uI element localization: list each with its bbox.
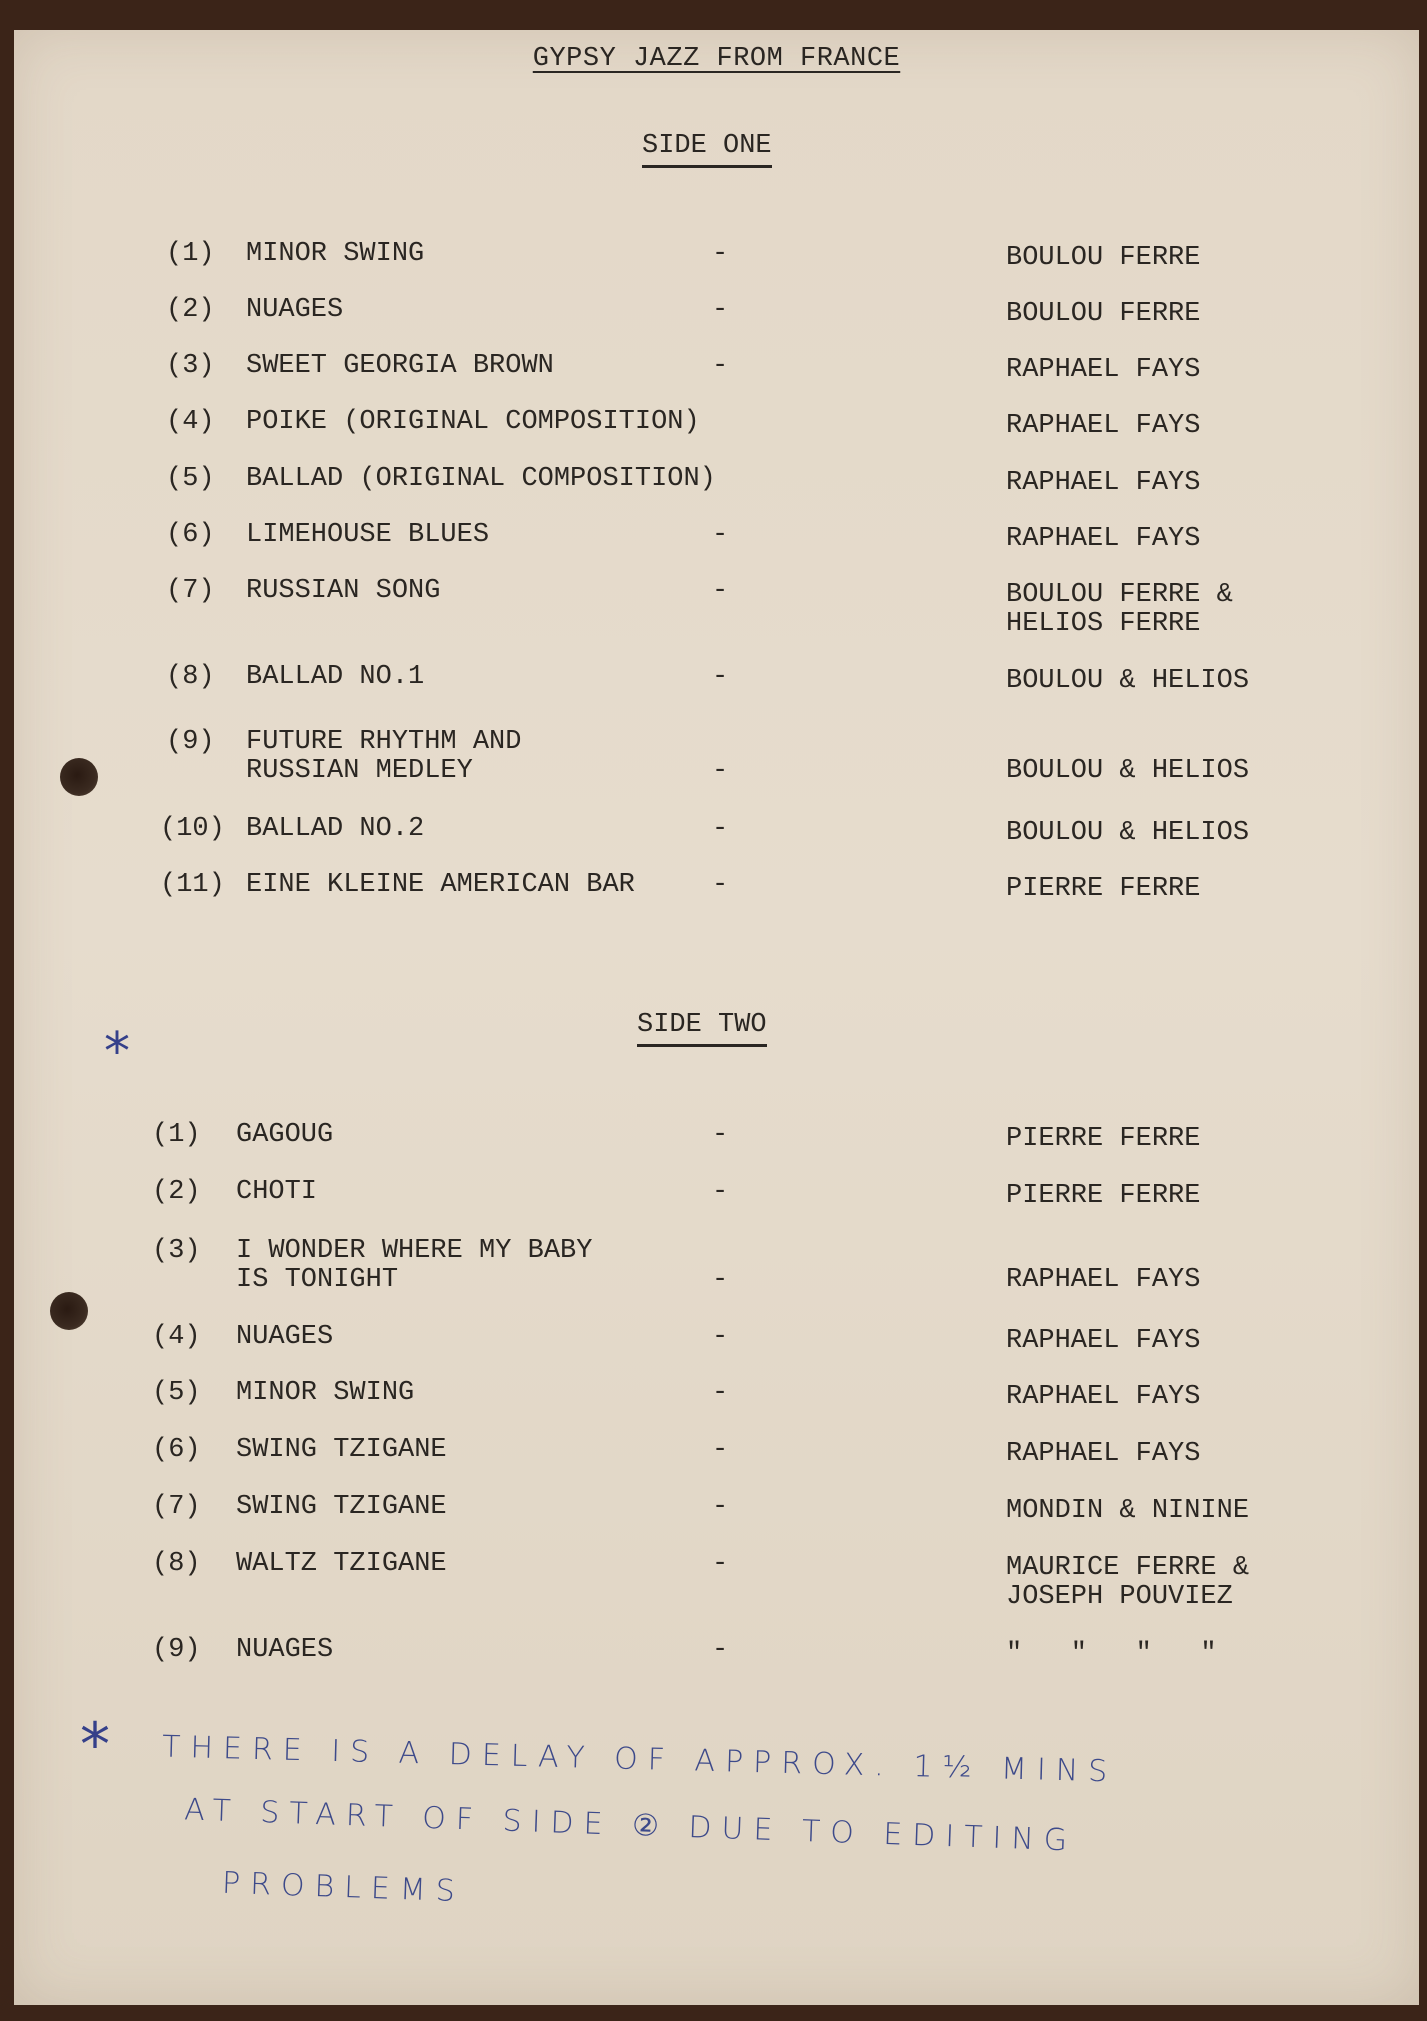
track-number: (8)	[152, 1549, 201, 1579]
track-title: MINOR SWING	[246, 239, 425, 269]
track-artist: BOULOU FERRE	[1006, 299, 1201, 329]
track-artist: RAPHAEL FAYS	[1006, 1265, 1201, 1295]
track-title: GAGOUG	[236, 1120, 334, 1150]
track-artist: RAPHAEL FAYS	[1006, 355, 1201, 385]
track-artist: PIERRE FERRE	[1006, 874, 1201, 904]
track-artist: RAPHAEL FAYS	[1006, 411, 1201, 441]
track-title: LIMEHOUSE BLUES	[246, 520, 490, 550]
track-dash: -	[712, 351, 729, 381]
track-dash: -	[712, 520, 729, 550]
track-dash: -	[712, 756, 729, 786]
asterisk-mark: *	[104, 1022, 130, 1082]
track-title: IS TONIGHT	[236, 1265, 399, 1295]
track-title: SWING TZIGANE	[236, 1492, 447, 1522]
track-title: FUTURE RHYTHM AND	[246, 727, 522, 757]
track-artist: MAURICE FERRE &	[1006, 1553, 1250, 1583]
typed-sheet	[14, 30, 1419, 2005]
track-title: POIKE (ORIGINAL COMPOSITION)	[246, 407, 700, 437]
track-artist: BOULOU FERRE &	[1006, 580, 1233, 610]
track-dash: -	[712, 1492, 729, 1522]
track-artist: PIERRE FERRE	[1006, 1124, 1201, 1154]
track-dash: -	[712, 295, 729, 325]
side-one-heading: SIDE ONE	[642, 131, 772, 161]
track-dash: -	[712, 1635, 729, 1665]
track-title: RUSSIAN MEDLEY	[246, 756, 473, 786]
track-artist: BOULOU FERRE	[1006, 243, 1201, 273]
track-title: NUAGES	[236, 1635, 334, 1665]
track-title: CHOTI	[236, 1177, 318, 1207]
track-dash: -	[712, 1549, 729, 1579]
track-artist: BOULOU & HELIOS	[1006, 756, 1250, 786]
track-number: (8)	[166, 662, 215, 692]
handwritten-note-line: AT START OF SIDE ② DUE TO EDITING	[183, 1792, 1078, 1859]
track-dash: -	[712, 1435, 729, 1465]
track-number: (1)	[152, 1120, 201, 1150]
track-number: (4)	[166, 407, 215, 437]
track-title: SWING TZIGANE	[236, 1435, 447, 1465]
track-number: (6)	[166, 520, 215, 550]
handwritten-note-line: THERE IS A DELAY OF APPROX. 1½ MINS	[161, 1729, 1118, 1790]
track-artist: MONDIN & NININE	[1006, 1496, 1250, 1526]
track-artist: PIERRE FERRE	[1006, 1181, 1201, 1211]
track-number: (1)	[166, 239, 215, 269]
track-dash: -	[712, 870, 729, 900]
track-artist: " " " "	[1006, 1639, 1217, 1669]
track-artist: BOULOU & HELIOS	[1006, 666, 1250, 696]
track-dash: -	[712, 1378, 729, 1408]
track-number: (5)	[152, 1378, 201, 1408]
track-number: (2)	[152, 1177, 201, 1207]
track-number: (7)	[152, 1492, 201, 1522]
track-number: (4)	[152, 1322, 201, 1352]
track-dash: -	[712, 1177, 729, 1207]
track-number: (7)	[166, 576, 215, 606]
track-title: NUAGES	[236, 1322, 334, 1352]
track-title: BALLAD NO.1	[246, 662, 425, 692]
track-dash: -	[712, 239, 729, 269]
track-dash: -	[712, 814, 729, 844]
track-title: NUAGES	[246, 295, 344, 325]
track-artist: HELIOS FERRE	[1006, 609, 1201, 639]
track-title: BALLAD NO.2	[246, 814, 425, 844]
track-title: MINOR SWING	[236, 1378, 415, 1408]
track-title: WALTZ TZIGANE	[236, 1549, 447, 1579]
track-number: (2)	[166, 295, 215, 325]
track-number: (9)	[166, 727, 215, 757]
track-number: (10)	[160, 814, 225, 844]
track-number: (5)	[166, 464, 215, 494]
track-dash: -	[712, 1120, 729, 1150]
track-number: (9)	[152, 1635, 201, 1665]
track-title: EINE KLEINE AMERICAN BAR	[246, 870, 635, 900]
punch-hole	[60, 758, 98, 796]
track-title: SWEET GEORGIA BROWN	[246, 351, 554, 381]
track-title: I WONDER WHERE MY BABY	[236, 1236, 593, 1266]
track-number: (3)	[152, 1236, 201, 1266]
track-artist: RAPHAEL FAYS	[1006, 468, 1201, 498]
track-artist: RAPHAEL FAYS	[1006, 1326, 1201, 1356]
handwritten-note-line: PROBLEMS	[221, 1865, 466, 1910]
track-dash: -	[712, 1322, 729, 1352]
page-title: GYPSY JAZZ FROM FRANCE	[532, 44, 901, 74]
side-two-heading: SIDE TWO	[637, 1010, 767, 1040]
track-artist: BOULOU & HELIOS	[1006, 818, 1250, 848]
track-artist: RAPHAEL FAYS	[1006, 1439, 1201, 1469]
punch-hole	[50, 1292, 88, 1330]
track-number: (3)	[166, 351, 215, 381]
note-asterisk: *	[80, 1710, 110, 1780]
track-dash: -	[712, 662, 729, 692]
track-number: (6)	[152, 1435, 201, 1465]
track-title: BALLAD (ORIGINAL COMPOSITION)	[246, 464, 716, 494]
track-artist: RAPHAEL FAYS	[1006, 1382, 1201, 1412]
track-artist: JOSEPH POUVIEZ	[1006, 1582, 1233, 1612]
track-artist: RAPHAEL FAYS	[1006, 524, 1201, 554]
track-title: RUSSIAN SONG	[246, 576, 441, 606]
track-dash: -	[712, 1265, 729, 1295]
track-dash: -	[712, 576, 729, 606]
track-number: (11)	[160, 870, 225, 900]
